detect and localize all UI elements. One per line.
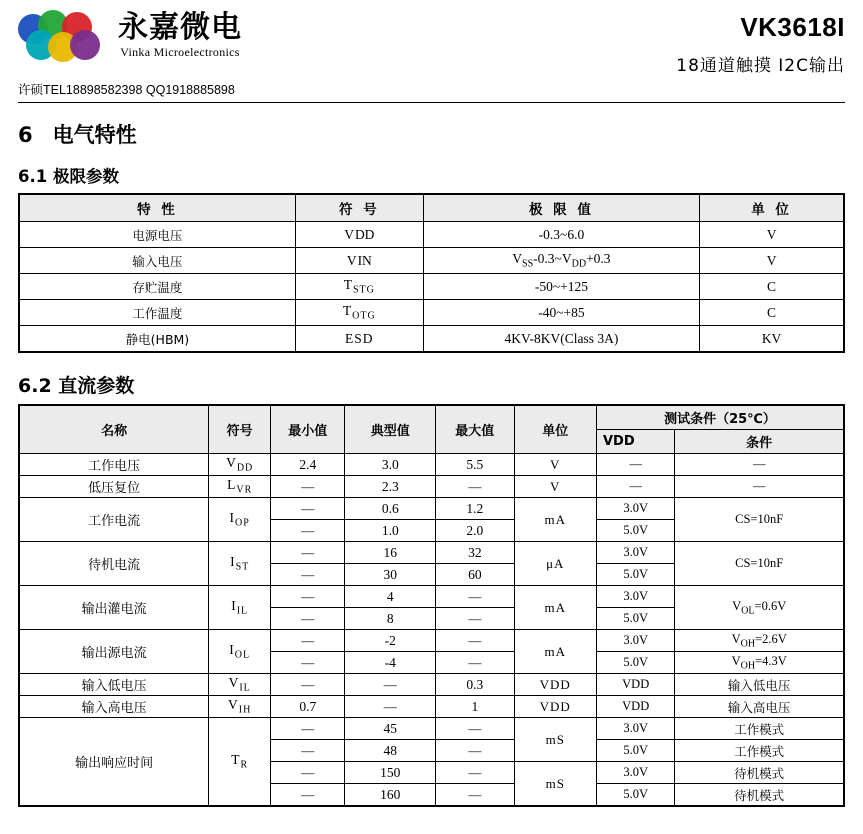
cell-symbol: $I_{ST}$ xyxy=(209,542,271,586)
cell-vdd: — xyxy=(597,454,675,476)
cell-min: — xyxy=(271,498,345,520)
cell-unit: mA xyxy=(514,586,597,630)
cell-typ: 8 xyxy=(345,608,436,630)
cell-max: — xyxy=(436,586,514,608)
cell-typ: 0.6 xyxy=(345,498,436,520)
cell-condition: 待机模式 xyxy=(675,762,844,784)
cell-max: — xyxy=(436,762,514,784)
cell-name: 输出源电流 xyxy=(19,630,209,674)
cell-max: 1.2 xyxy=(436,498,514,520)
table-header-row xyxy=(19,405,844,430)
section-title: 电气特性 xyxy=(52,123,137,147)
cell-typ: -2 xyxy=(345,630,436,652)
cell-vdd: 3.0V xyxy=(597,718,675,740)
cell-symbol: $V_{DD}$ xyxy=(209,454,271,476)
dc-parameters-table xyxy=(18,404,845,807)
cell-typ: 45 xyxy=(345,718,436,740)
cell-min: — xyxy=(271,762,345,784)
cell-min: — xyxy=(271,476,345,498)
table-row xyxy=(19,326,844,353)
cell-name: 输入高电压 xyxy=(19,696,209,718)
cell-max: 32 xyxy=(436,542,514,564)
part-info xyxy=(676,10,845,76)
cell-typ: 16 xyxy=(345,542,436,564)
cell-condition: CS=10nF xyxy=(675,542,844,586)
page-title xyxy=(18,119,845,149)
cell-typ: — xyxy=(345,674,436,696)
cell-typ: 160 xyxy=(345,784,436,807)
cell-unit: C xyxy=(700,274,844,300)
cell-min: — xyxy=(271,586,345,608)
cell-unit: VDD xyxy=(514,674,597,696)
cell-symbol: VDD xyxy=(295,222,423,248)
col-name: 名称 xyxy=(19,405,209,454)
table-row xyxy=(19,454,844,476)
col-condition: 条件 xyxy=(675,430,844,454)
table-row xyxy=(19,696,844,718)
cell-min: 0.7 xyxy=(271,696,345,718)
table-row xyxy=(19,222,844,248)
cell-max: — xyxy=(436,784,514,807)
cell-symbol: $T_{OTG}$ xyxy=(295,300,423,326)
cell-unit: C xyxy=(700,300,844,326)
col-limit-value: 极 限 值 xyxy=(423,194,699,222)
page-header xyxy=(18,0,845,76)
table-row xyxy=(19,630,844,652)
col-test-conditions: 测试条件（25℃） xyxy=(597,405,845,430)
cell-value: 4KV-8KV(Class 3A) xyxy=(423,326,699,353)
cell-max: 60 xyxy=(436,564,514,586)
col-typ: 典型值 xyxy=(345,405,436,454)
cell-symbol: $I_{OP}$ xyxy=(209,498,271,542)
table-row xyxy=(19,300,844,326)
cell-condition: 工作模式 xyxy=(675,718,844,740)
cell-vdd: VDD xyxy=(597,674,675,696)
cell-condition: CS=10nF xyxy=(675,498,844,542)
section-number: 6 xyxy=(18,123,33,147)
cell-vdd: 3.0V xyxy=(597,586,675,608)
part-number: VK3618I xyxy=(740,12,845,42)
cell-max: — xyxy=(436,476,514,498)
cell-name: 静电(HBM) xyxy=(19,326,295,353)
cell-condition: — xyxy=(675,454,844,476)
cell-max: — xyxy=(436,608,514,630)
cell-vdd: 5.0V xyxy=(597,652,675,674)
cell-unit: mS xyxy=(514,718,597,762)
cell-max: 1 xyxy=(436,696,514,718)
cell-typ: — xyxy=(345,696,436,718)
subsection-dc-heading: 6.2 直流参数 xyxy=(18,375,135,397)
cell-vdd: — xyxy=(597,476,675,498)
cell-vdd: 5.0V xyxy=(597,520,675,542)
col-symbol: 符号 xyxy=(209,405,271,454)
table-header-row xyxy=(19,194,844,222)
cell-min: — xyxy=(271,674,345,696)
cell-vdd: 3.0V xyxy=(597,498,675,520)
cell-typ: 2.3 xyxy=(345,476,436,498)
cell-unit: mS xyxy=(514,762,597,807)
table-row xyxy=(19,718,844,740)
cell-vdd: 3.0V xyxy=(597,630,675,652)
brand-name-en: Vinka Microelectronics xyxy=(120,45,240,60)
cell-symbol: $I_{OL}$ xyxy=(209,630,271,674)
cell-condition: 工作模式 xyxy=(675,740,844,762)
cell-condition: 待机模式 xyxy=(675,784,844,807)
col-max: 最大值 xyxy=(436,405,514,454)
cell-max: — xyxy=(436,652,514,674)
cell-name: 存贮温度 xyxy=(19,274,295,300)
cell-condition: $V_{OL}=0.6V$ xyxy=(675,586,844,630)
table-row xyxy=(19,542,844,564)
cell-unit: mA xyxy=(514,630,597,674)
cell-name: 工作电流 xyxy=(19,498,209,542)
subsection-limit-heading: 6.1 极限参数 xyxy=(18,167,119,186)
cell-min: — xyxy=(271,630,345,652)
col-characteristic: 特 性 xyxy=(19,194,295,222)
table-row xyxy=(19,476,844,498)
cell-name: 待机电流 xyxy=(19,542,209,586)
table-row xyxy=(19,248,844,274)
cell-min: 2.4 xyxy=(271,454,345,476)
cell-typ: 3.0 xyxy=(345,454,436,476)
table-row xyxy=(19,586,844,608)
cell-min: — xyxy=(271,652,345,674)
cell-vdd: 3.0V xyxy=(597,762,675,784)
cell-max: — xyxy=(436,630,514,652)
brand-name-cn: 永嘉微电 xyxy=(118,9,242,45)
brand-block xyxy=(18,10,242,62)
cell-unit: V xyxy=(700,222,844,248)
col-symbol: 符 号 xyxy=(295,194,423,222)
cell-typ: 30 xyxy=(345,564,436,586)
cell-min: — xyxy=(271,564,345,586)
header-divider xyxy=(18,102,845,103)
cell-symbol: $T_R$ xyxy=(209,718,271,807)
col-vdd: VDD xyxy=(597,430,675,454)
cell-typ: 150 xyxy=(345,762,436,784)
col-unit: 单位 xyxy=(514,405,597,454)
cell-name: 工作温度 xyxy=(19,300,295,326)
cell-max: — xyxy=(436,718,514,740)
cell-vdd: 5.0V xyxy=(597,740,675,762)
cell-condition: — xyxy=(675,476,844,498)
cell-unit: μA xyxy=(514,542,597,586)
cell-value: -50~+125 xyxy=(423,274,699,300)
cell-min: — xyxy=(271,608,345,630)
cell-name: 输出响应时间 xyxy=(19,718,209,807)
cell-name: 输出灌电流 xyxy=(19,586,209,630)
table-row xyxy=(19,274,844,300)
cell-value: -40~+85 xyxy=(423,300,699,326)
table-row xyxy=(19,674,844,696)
cell-condition: 输入低电压 xyxy=(675,674,844,696)
cell-typ: 4 xyxy=(345,586,436,608)
cell-condition: $V_{OH}=2.6V$ xyxy=(675,630,844,652)
col-unit: 单 位 xyxy=(700,194,844,222)
cell-vdd: 5.0V xyxy=(597,784,675,807)
cell-vdd: 5.0V xyxy=(597,608,675,630)
cell-name: 输入低电压 xyxy=(19,674,209,696)
cell-value: $V_{SS}-0.3\sim V_{DD}+0.3$ xyxy=(423,248,699,274)
contact-line: 许硕TEL18898582398 QQ1918885898 xyxy=(18,83,235,97)
cell-symbol: VIN xyxy=(295,248,423,274)
company-logo-icon xyxy=(18,10,110,62)
cell-typ: 1.0 xyxy=(345,520,436,542)
cell-max: 0.3 xyxy=(436,674,514,696)
cell-unit: KV xyxy=(700,326,844,353)
cell-condition: 输入高电压 xyxy=(675,696,844,718)
cell-vdd: 5.0V xyxy=(597,564,675,586)
cell-min: — xyxy=(271,740,345,762)
cell-symbol: $I_{IL}$ xyxy=(209,586,271,630)
cell-name: 低压复位 xyxy=(19,476,209,498)
cell-typ: -4 xyxy=(345,652,436,674)
cell-unit: V xyxy=(700,248,844,274)
cell-name: 输入电压 xyxy=(19,248,295,274)
cell-min: — xyxy=(271,784,345,807)
cell-min: — xyxy=(271,718,345,740)
cell-vdd: VDD xyxy=(597,696,675,718)
cell-typ: 48 xyxy=(345,740,436,762)
cell-max: 5.5 xyxy=(436,454,514,476)
cell-name: 工作电压 xyxy=(19,454,209,476)
cell-symbol: $T_{STG}$ xyxy=(295,274,423,300)
cell-value: -0.3~6.0 xyxy=(423,222,699,248)
cell-unit: V xyxy=(514,454,597,476)
cell-symbol: ESD xyxy=(295,326,423,353)
part-description: 18通道触摸 I2C输出 xyxy=(676,56,845,76)
cell-unit: V xyxy=(514,476,597,498)
table-row xyxy=(19,498,844,520)
cell-vdd: 3.0V xyxy=(597,542,675,564)
cell-unit: VDD xyxy=(514,696,597,718)
cell-unit: mA xyxy=(514,498,597,542)
cell-min: — xyxy=(271,542,345,564)
cell-max: 2.0 xyxy=(436,520,514,542)
cell-max: — xyxy=(436,740,514,762)
cell-name: 电源电压 xyxy=(19,222,295,248)
cell-symbol: $V_{IL}$ xyxy=(209,674,271,696)
cell-symbol: $V_{IH}$ xyxy=(209,696,271,718)
cell-min: — xyxy=(271,520,345,542)
cell-condition: $V_{OH}=4.3V$ xyxy=(675,652,844,674)
cell-symbol: $L_{VR}$ xyxy=(209,476,271,498)
brand-text xyxy=(118,9,242,61)
limit-parameters-table xyxy=(18,193,845,353)
col-min: 最小值 xyxy=(271,405,345,454)
